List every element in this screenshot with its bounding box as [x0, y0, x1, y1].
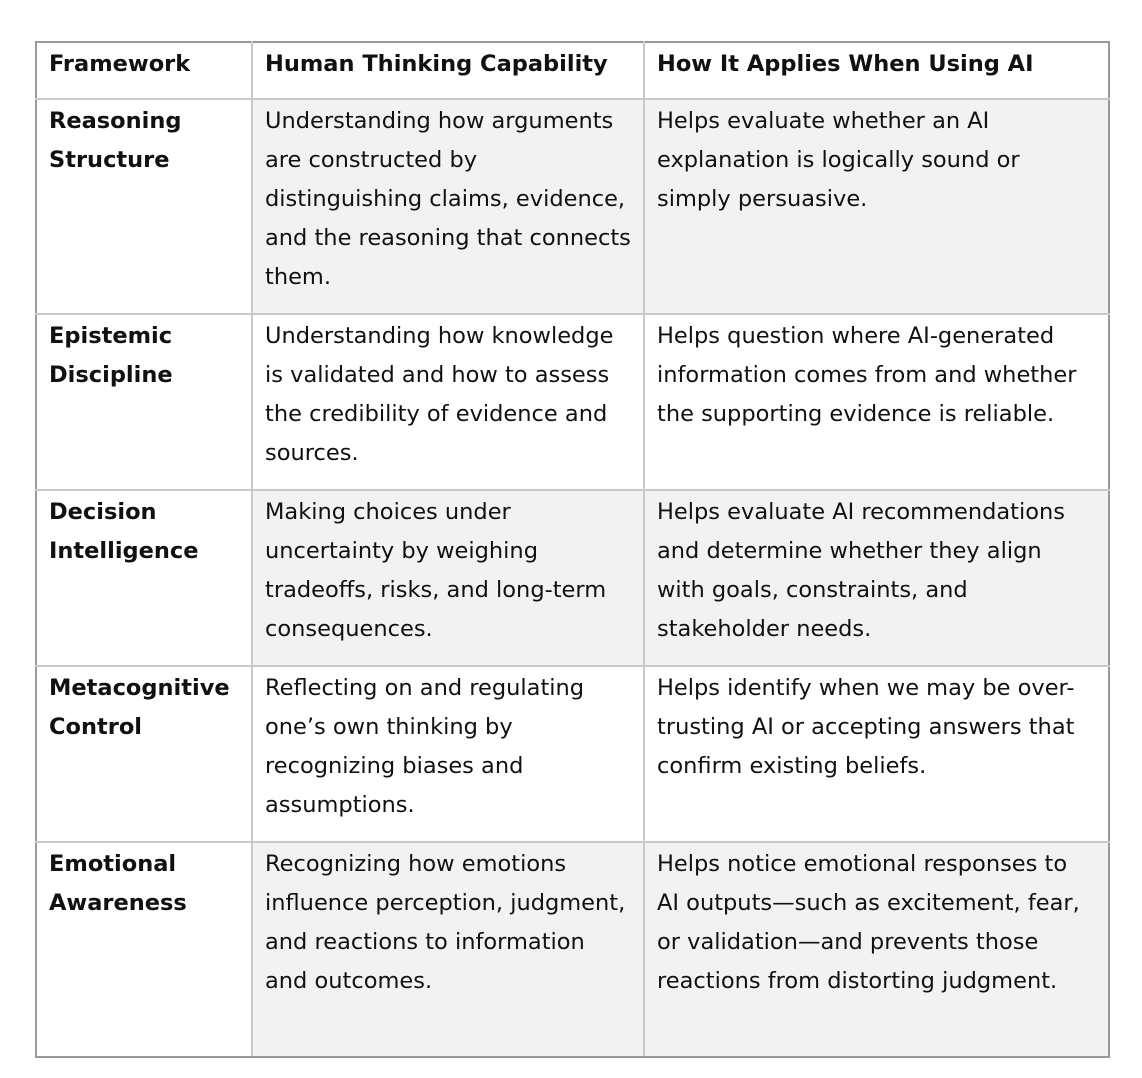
application-cell: Helps notice emotional responses to AI outputs—such as excitement, fear, or validation—and prevents those reactions from distorting judgment.: [644, 842, 1109, 1057]
capability-cell: Recognizing how emotions influence perception, judgment, and reactions to information and outcomes.: [252, 842, 644, 1057]
table-row: [36, 99, 1109, 314]
application-cell: Helps evaluate AI recommendations and determine whether they align with goals, constraints, and stakeholder needs.: [644, 490, 1109, 666]
table-row: [36, 314, 1109, 490]
application-cell: Helps question where AI-generated information comes from and whether the supporting evidence is reliable.: [644, 314, 1109, 490]
table-row: [36, 490, 1109, 666]
header-framework: Framework: [36, 42, 252, 99]
application-cell: Helps evaluate whether an AI explanation is logically sound or simply persuasive.: [644, 99, 1109, 314]
header-capability: Human Thinking Capability: [252, 42, 644, 99]
table-row: [36, 842, 1109, 1057]
framework-cell: Emotional Awareness: [36, 842, 252, 1057]
header-application: How It Applies When Using AI: [644, 42, 1109, 99]
framework-cell: Epistemic Discipline: [36, 314, 252, 490]
framework-cell: Decision Intelligence: [36, 490, 252, 666]
framework-cell: Metacognitive Control: [36, 666, 252, 842]
frameworks-table: [35, 41, 1110, 1058]
capability-cell: Reflecting on and regulating one’s own thinking by recognizing biases and assumptions.: [252, 666, 644, 842]
capability-cell: Understanding how arguments are constructed by distinguishing claims, evidence, and the reasoning that connects them.: [252, 99, 644, 314]
table-row: [36, 666, 1109, 842]
capability-cell: Making choices under uncertainty by weighing tradeoffs, risks, and long-term consequences.: [252, 490, 644, 666]
application-cell: Helps identify when we may be over-trusting AI or accepting answers that confirm existing beliefs.: [644, 666, 1109, 842]
capability-cell: Understanding how knowledge is validated and how to assess the credibility of evidence and sources.: [252, 314, 644, 490]
framework-cell: Reasoning Structure: [36, 99, 252, 314]
header-row: [36, 42, 1109, 99]
